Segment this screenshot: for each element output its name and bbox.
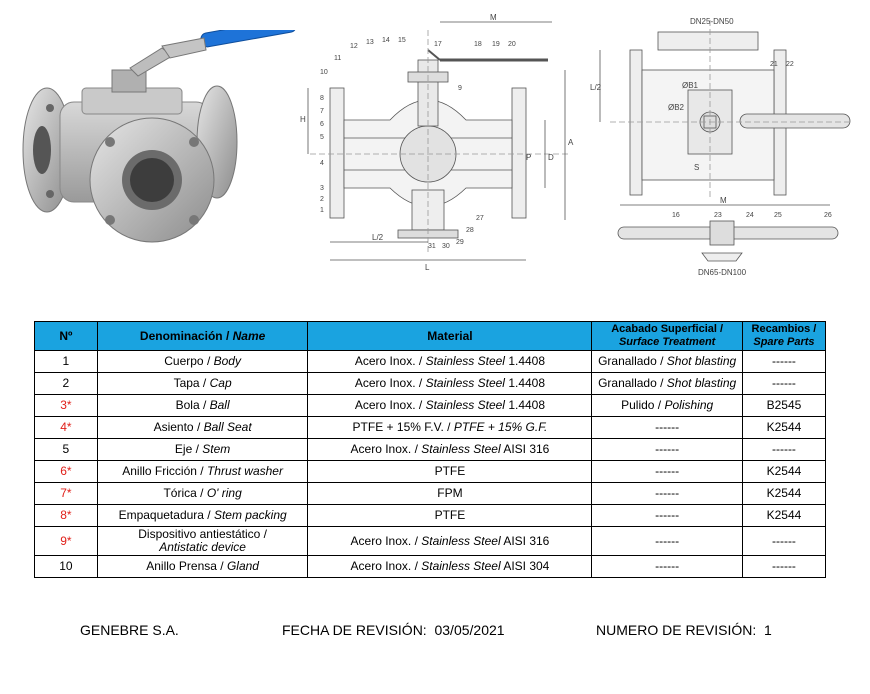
table-body [35, 351, 826, 578]
technical-drawings [0, 0, 870, 290]
dim-ob2-label: ØB2 [668, 103, 685, 112]
part-name-es: Cuerpo / [164, 354, 211, 368]
material-es: FPM [437, 486, 463, 500]
callout-27: 27 [476, 215, 484, 222]
callout-15: 15 [398, 37, 406, 44]
part-number: 6* [35, 461, 98, 483]
callout-13: 13 [366, 39, 374, 46]
callout-16: 16 [672, 212, 680, 219]
material-code: 1.4408 [508, 354, 546, 368]
part-name [97, 505, 308, 527]
dim-s-label: S [694, 163, 700, 172]
part-surface [592, 395, 743, 417]
material-code: AISI 304 [503, 559, 550, 573]
callout-30: 30 [442, 243, 450, 250]
part-surface [592, 505, 743, 527]
table-row [35, 556, 826, 578]
callout-22: 22 [786, 61, 794, 68]
part-name [97, 417, 308, 439]
part-surface [592, 439, 743, 461]
callout-23: 23 [714, 212, 722, 219]
callout-9: 9 [458, 85, 462, 92]
part-surface [592, 556, 743, 578]
part-name-es: Empaquetadura / [118, 508, 211, 522]
header-name: Denominación / Name [97, 322, 308, 351]
dim-l2-plan: L/2 [590, 83, 602, 92]
part-name-en: Gland [226, 559, 259, 573]
callout-12: 12 [350, 43, 358, 50]
part-number: 9* [35, 527, 98, 556]
dim-p-label: P [526, 153, 532, 162]
part-material [308, 373, 592, 395]
table-row [35, 351, 826, 373]
callout-25: 25 [774, 212, 782, 219]
part-name [97, 527, 308, 556]
surface-es: ------ [655, 559, 680, 573]
surface-es: Granallado / [598, 376, 664, 390]
part-name [97, 395, 308, 417]
part-number: 3* [35, 395, 98, 417]
part-surface [592, 461, 743, 483]
table-row [35, 461, 826, 483]
surface-es: ------ [655, 442, 680, 456]
part-surface [592, 373, 743, 395]
dim-l2-label: L/2 [372, 233, 384, 242]
part-name-en: Thrust washer [206, 464, 283, 478]
surface-es: ------ [655, 420, 680, 434]
material-es: Acero Inox. / [354, 398, 423, 412]
callout-1: 1 [320, 207, 324, 214]
table-row [35, 505, 826, 527]
material-en: PTFE + 15% G.F. [453, 420, 548, 434]
callout-8: 8 [320, 95, 324, 102]
part-surface [592, 417, 743, 439]
part-spare: K2544 [742, 483, 825, 505]
part-name-es: Bola / [175, 398, 207, 412]
surface-es: ------ [655, 508, 680, 522]
valve-section-drawing [300, 10, 585, 280]
dim-a-label: A [568, 138, 574, 147]
part-name-en: Antistatic device [159, 540, 246, 554]
part-spare: ------ [742, 556, 825, 578]
part-name [97, 556, 308, 578]
material-en: Stainless Steel [421, 559, 501, 573]
footer-company: GENEBRE S.A. [80, 622, 179, 638]
part-material [308, 483, 592, 505]
material-code: 1.4408 [508, 398, 546, 412]
callout-18: 18 [474, 41, 482, 48]
material-en: Stainless Steel [421, 442, 501, 456]
part-number: 7* [35, 483, 98, 505]
part-name [97, 461, 308, 483]
part-name [97, 439, 308, 461]
surface-es: ------ [655, 533, 680, 548]
part-material [308, 351, 592, 373]
valve-plan-drawing [590, 10, 860, 200]
dim-d-label: D [548, 153, 554, 162]
part-spare: ------ [742, 351, 825, 373]
part-number: 1 [35, 351, 98, 373]
callout-11: 11 [334, 55, 342, 62]
part-material [308, 556, 592, 578]
part-name-es: Tórica / [163, 486, 204, 500]
part-number: 5 [35, 439, 98, 461]
callout-24: 24 [746, 212, 754, 219]
surface-es: ------ [655, 464, 680, 478]
part-spare: B2545 [742, 395, 825, 417]
material-es: Acero Inox. / [350, 559, 418, 573]
part-name [97, 483, 308, 505]
dim-m-bottom: M [720, 196, 727, 205]
part-spare: K2544 [742, 417, 825, 439]
part-material [308, 439, 592, 461]
part-number: 8* [35, 505, 98, 527]
part-material [308, 417, 592, 439]
part-name-es: Anillo Fricción / [122, 464, 204, 478]
part-name-es: Asiento / [153, 420, 201, 434]
table-row [35, 395, 826, 417]
part-name [97, 351, 308, 373]
part-material [308, 395, 592, 417]
surface-es: Granallado / [598, 354, 664, 368]
callout-17: 17 [434, 41, 442, 48]
surface-en: Shot blasting [666, 354, 737, 368]
material-code: AISI 316 [503, 442, 550, 456]
material-en: Stainless Steel [425, 354, 505, 368]
table-row [35, 439, 826, 461]
part-name-en: Body [213, 354, 241, 368]
dim-m-label: M [490, 13, 497, 22]
callout-28: 28 [466, 227, 474, 234]
part-name-en: Stem [202, 442, 231, 456]
part-spare: ------ [742, 527, 825, 556]
material-es: PTFE + 15% F.V. / [352, 420, 451, 434]
material-es: Acero Inox. / [354, 354, 423, 368]
part-name [97, 373, 308, 395]
part-spare: ------ [742, 373, 825, 395]
material-en: Stainless Steel [425, 376, 505, 390]
part-spare: K2544 [742, 461, 825, 483]
callout-31: 31 [428, 243, 436, 250]
callout-2: 2 [320, 196, 324, 203]
part-number: 10 [35, 556, 98, 578]
plan-bottom-label: DN65-DN100 [698, 268, 747, 277]
part-spare: K2544 [742, 505, 825, 527]
header-surface: Acabado Superficial / Surface Treatment [592, 322, 743, 351]
surface-es: ------ [655, 486, 680, 500]
part-name-es: Dispositivo antiestático / [138, 527, 267, 541]
material-es: Acero Inox. / [354, 376, 423, 390]
table-header-row [35, 322, 826, 351]
part-material [308, 505, 592, 527]
part-material [308, 461, 592, 483]
header-no: Nº [35, 322, 98, 351]
footer-revision-date: FECHA DE REVISIÓN: 03/05/2021 [282, 622, 505, 638]
table-row [35, 527, 826, 556]
callout-29: 29 [456, 239, 464, 246]
part-name-es: Tapa / [173, 376, 207, 390]
material-en: Stainless Steel [425, 398, 505, 412]
footer-revision-number: NUMERO DE REVISIÓN: 1 [596, 622, 772, 638]
plan-top-label: DN25-DN50 [690, 17, 734, 26]
part-name-en: Ball [209, 398, 230, 412]
callout-21: 21 [770, 61, 778, 68]
callout-3: 3 [320, 185, 324, 192]
callout-5: 5 [320, 134, 324, 141]
callout-14: 14 [382, 37, 390, 44]
table-row [35, 417, 826, 439]
part-name-es: Eje / [174, 442, 199, 456]
part-name-en: Stem packing [213, 508, 287, 522]
part-surface [592, 527, 743, 556]
table-row [35, 373, 826, 395]
callout-19: 19 [492, 41, 500, 48]
surface-es: Pulido / [621, 398, 662, 412]
callout-10: 10 [320, 69, 328, 76]
callout-20: 20 [508, 41, 516, 48]
header-spares: Recambios / Spare Parts [742, 322, 825, 351]
part-name-en: Cap [209, 376, 232, 390]
part-name-en: Ball Seat [203, 420, 252, 434]
dim-ob1-label: ØB1 [682, 81, 699, 90]
callout-26: 26 [824, 212, 832, 219]
callout-6: 6 [320, 121, 324, 128]
material-es: PTFE [434, 508, 466, 522]
callout-4: 4 [320, 160, 324, 167]
part-number: 2 [35, 373, 98, 395]
material-code: AISI 316 [503, 533, 550, 548]
header-material: Material [308, 322, 592, 351]
part-number: 4* [35, 417, 98, 439]
part-material [308, 527, 592, 556]
part-name-en: O' ring [206, 486, 242, 500]
part-surface [592, 483, 743, 505]
part-name-es: Anillo Prensa / [146, 559, 224, 573]
surface-en: Polishing [664, 398, 714, 412]
dim-l-label: L [425, 263, 430, 272]
material-en: Stainless Steel [421, 533, 501, 548]
part-spare: ------ [742, 439, 825, 461]
table-row [35, 483, 826, 505]
material-es: PTFE [434, 464, 466, 478]
surface-en: Shot blasting [666, 376, 737, 390]
dim-h-label: H [300, 115, 306, 124]
valve-photo [12, 30, 302, 260]
valve-handle-drawing [610, 195, 850, 280]
parts-table [34, 321, 826, 578]
part-surface [592, 351, 743, 373]
material-code: 1.4408 [508, 376, 546, 390]
material-es: Acero Inox. / [350, 533, 418, 548]
callout-7: 7 [320, 108, 324, 115]
material-es: Acero Inox. / [350, 442, 418, 456]
